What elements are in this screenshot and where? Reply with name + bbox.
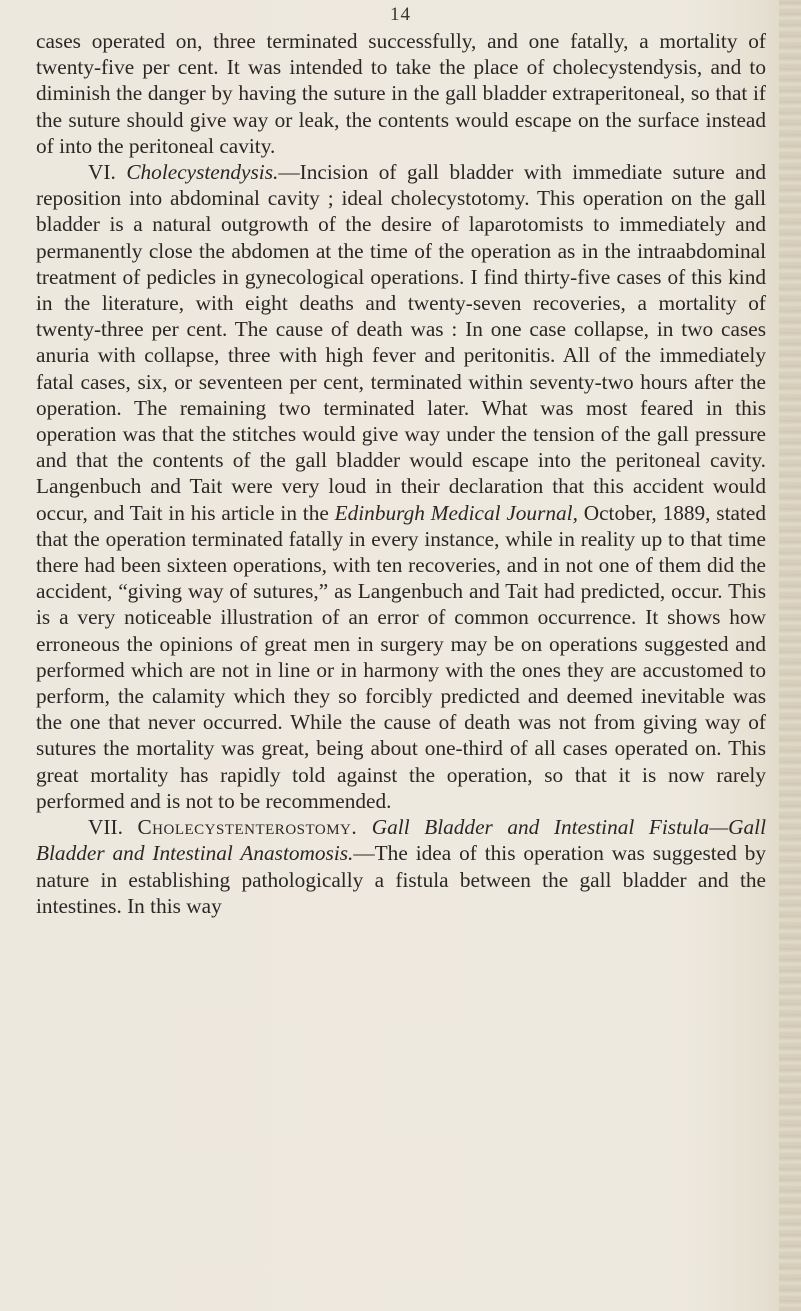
paragraph-section-vi bbox=[36, 159, 766, 814]
paragraph-text: —The idea of this operation was suggested by nature in establishing pathologically a fistula between the gall bladder and the intestines. In this way bbox=[36, 841, 766, 918]
paragraph-text: —Incision of gall bladder with immediate suture and reposition into abdominal cavity ; ideal cholecystotomy. This operation on the gall bladder is a natural outgrowth of the desire of laparotomists to immediately and permanently close the abdomen at the time of the operation as in the intraabdominal treatment of pedicles in gynecological operations. I find thirty-five cases of this kind in the literature, with eight deaths and twenty-seven recoveries, a mortality of twenty-three per cent. The cause of death was : In one case collapse, in two cases anuria with collapse, three with high fever and peritonitis. All of the immediately fatal cases, six, or seventeen per cent, terminated within seventy-two hours after the operation. The remaining two terminated later. What was most feared in this operation was that the stitches would give way under the tension of the gall pressure and that the contents of the gall bladder would escape into the peritoneal cavity. Langenbuch and Tait were very loud in their declaration that this accident would occur, and Tait in his article in the bbox=[36, 160, 766, 525]
body-text bbox=[36, 28, 766, 919]
section-subheading: Gall Bladder and Intestinal Fistula—Gall Bladder and Intestinal Anastomosis. bbox=[36, 815, 767, 866]
paragraph-continuation bbox=[36, 28, 766, 159]
paragraph-text: cases operated on, three terminated successfully, and one fatally, a mortality of twenty-five per cent. It was intended to take the place of cholecystendysis, and to diminish the danger by having the suture in the gall bladder extraperitoneal, so that if the suture should give way or leak, the contents would escape on the surface instead of into the peritoneal cavity. bbox=[36, 29, 766, 158]
paragraph-section-vii bbox=[36, 814, 766, 919]
journal-title: Edinburgh Medical Journal, bbox=[334, 500, 578, 525]
page-edge bbox=[779, 0, 801, 1311]
paragraph-text-after: October, 1889, stated that the operation terminated fatally in every instance, while in reality up to that time there had been sixteen operations, with ten recoveries, and in not one of them did the accident, “giving way of sutures,” as Langenbuch and Tait had predicted, occur. This is a very noticeable illustration of an error of common occurrence. It shows how erroneous the opinions of great men in surgery may be on operations suggested and performed which are not in line or in harmony with the ones they are accustomed to perform, the calamity which they so forcibly predicted and deemed inevitable was the one that never occurred. While the cause of death was not from giving way of sutures the mortality was great, being about one-third of all cases operated on. This great mortality has rapidly told against the operation, so that it is now rarely performed and is not to be recommended. bbox=[36, 500, 766, 813]
section-heading: Cholecystendysis. bbox=[126, 160, 279, 185]
section-number: VI. bbox=[88, 160, 116, 185]
section-heading: Cholecystenterostomy. bbox=[137, 815, 358, 840]
page-number: 14 bbox=[390, 4, 411, 25]
section-number: VII. bbox=[88, 815, 123, 840]
